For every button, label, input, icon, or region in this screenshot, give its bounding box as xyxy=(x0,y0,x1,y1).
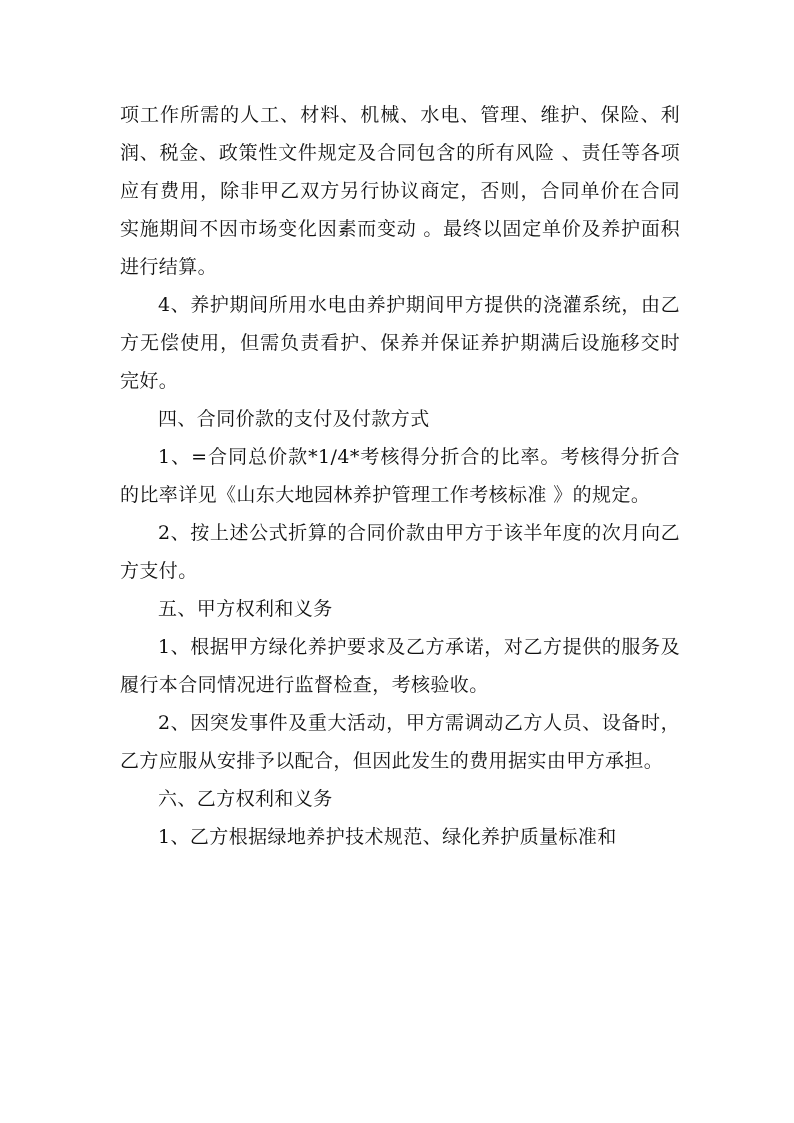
paragraph-cost-continuation: 项工作所需的人工、材料、机械、水电、管理、维护、保险、利润、税金、政策性文件规定及合同包含的所有风险 、责任等各项应有费用，除非甲乙双方另行协议商定，否则，合同单价在合同实施期间不因市场变化因素而变动 。最终以固定单价及养护面积进行结算。 xyxy=(120,104,680,278)
document-body xyxy=(120,96,680,856)
paragraph-party-a-clause-1: 1、根据甲方绿化养护要求及乙方承诺，对乙方提供的服务及履行本合同情况进行监督检查，考核验收。 xyxy=(120,636,680,696)
paragraph-party-a-clause-2: 2、因突发事件及重大活动，甲方需调动乙方人员、设备时，乙方应服从安排予以配合，但因此发生的费用据实由甲方承担。 xyxy=(120,712,680,772)
section-heading-party-a-rights: 五、甲方权利和义务 xyxy=(158,598,333,620)
section-heading-payment: 四、合同价款的支付及付款方式 xyxy=(158,408,430,430)
section-heading-party-b-rights: 六、乙方权利和义务 xyxy=(158,788,333,810)
paragraph-party-b-clause-1: 1、乙方根据绿地养护技术规范、绿化养护质量标准和 xyxy=(158,826,617,848)
paragraph-payment-clause-2: 2、按上述公式折算的合同价款由甲方于该半年度的次月向乙方支付。 xyxy=(120,522,680,582)
paragraph-clause-4-water-electricity: 4、养护期间所用水电由养护期间甲方提供的浇灌系统，由乙方无偿使用，但需负责看护、保养并保证养护期满后设施移交时完好。 xyxy=(120,294,680,392)
paragraph-payment-clause-1: 1、=合同总价款*1/4*考核得分折合的比率。考核得分折合的比率详见《山东大地园林养护管理工作考核标准 》的规定。 xyxy=(120,446,680,506)
